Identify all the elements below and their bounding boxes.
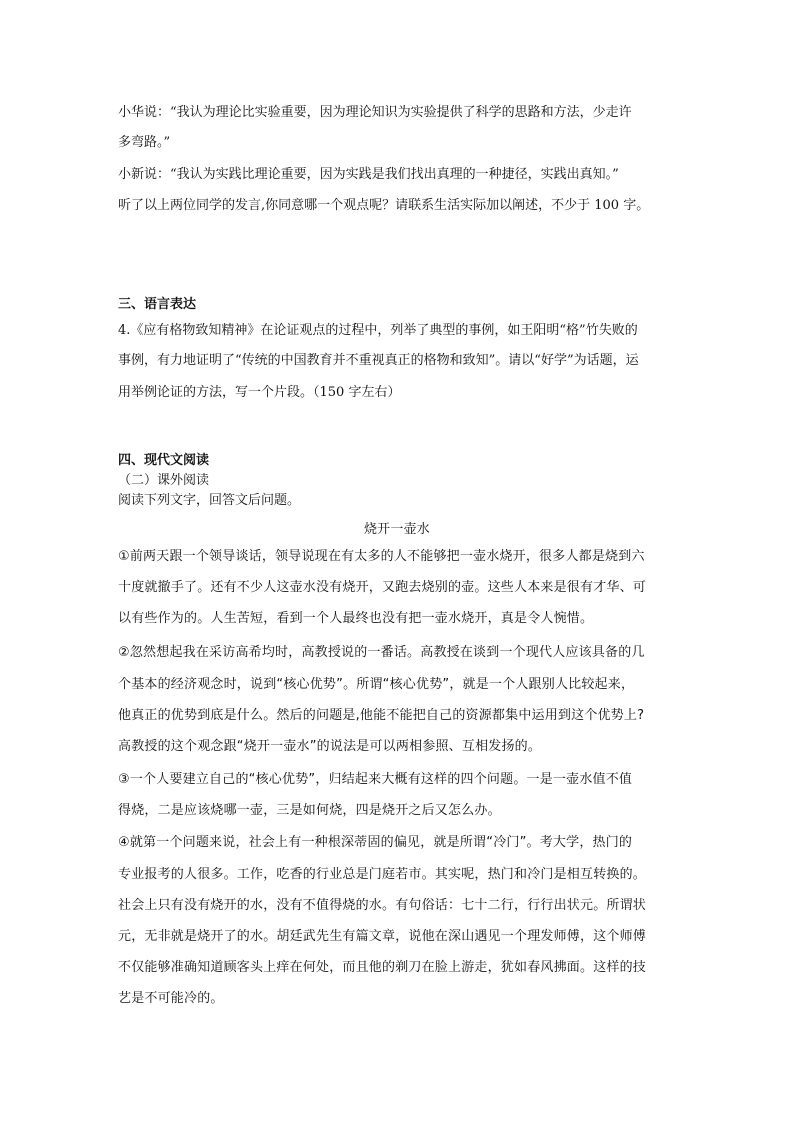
article-line: ④就第一个问题来说，社会上有一种根深蒂固的偏见，就是所谓“冷门”。考大学，热门的 bbox=[118, 835, 633, 850]
article-line: 高教授的这个观念跟“烧开一壶水”的说法是可以两相参照、互相发扬的。 bbox=[118, 739, 542, 754]
article-line: 不仅能够准确知道顾客头上痒在何处，而且他的剃刀在脸上游走，犹如春风拂面。这样的技 bbox=[118, 960, 647, 975]
article-line: ②忽然想起我在采访高希均时，高教授说的一番话。高教授在谈到一个现代人应该具备的几 bbox=[118, 645, 645, 660]
subheading: （二）课外阅读 bbox=[118, 473, 210, 488]
article-line: 艺是不可能冷的。 bbox=[118, 991, 224, 1006]
text-line: 小华说：“我认为理论比实验重要，因为理论知识为实验提供了科学的思路和方法，少走许 bbox=[118, 105, 632, 120]
text-line: 4.《应有格物致知精神》在论证观点的过程中，列举了典型的事例，如王阳明“格”竹失败的 bbox=[118, 323, 638, 338]
article-line: 十度就撤手了。还有不少人这壶水没有烧开，又跑去烧别的壶。这些人本来是很有才华、可 bbox=[118, 580, 647, 595]
article-line: 个基本的经济观念时，说到“核心优势”。所谓“核心优势”，就是一个人跟别人比较起来， bbox=[118, 677, 635, 692]
section-heading: 四、现代文阅读 bbox=[118, 453, 210, 468]
text-line: 用举例论证的方法，写一个片段。（150 字左右） bbox=[118, 385, 401, 400]
article-line: ①前两天跟一个领导谈话，领导说现在有太多的人不能够把一壶水烧开，很多人都是烧到六 bbox=[118, 549, 645, 564]
article-title: 烧开一壶水 bbox=[363, 522, 430, 537]
article-line: 以有些作为的。人生苦短，看到一个人最终也没有把一壶水烧开，真是令人惋惜。 bbox=[118, 611, 594, 626]
article-line: 社会上只有没有烧开的水，没有不值得烧的水。有句俗话：七十二行，行行出状元。所谓状 bbox=[118, 898, 647, 913]
section-heading: 三、语言表达 bbox=[118, 297, 197, 312]
text-line: 事例，有力地证明了“传统的中国教育并不重视真正的格物和致知”。请以“好学”为话题，运 bbox=[118, 353, 639, 368]
text-line: 听了以上两位同学的发言,你同意哪一个观点呢？请联系生活实际加以阐述，不少于 100 字。 bbox=[118, 198, 650, 213]
article-line: ③一个人要建立自己的“核心优势”，归结起来大概有这样的四个问题。一是一壶水值不值 bbox=[118, 772, 633, 787]
article-line: 元，无非就是烧开了的水。胡廷武先生有篇文章，说他在深山遇见一个理发师傅，这个师傅 bbox=[118, 929, 647, 944]
text-line: 小新说：“我认为实践比理论重要，因为实践是我们找出真理的一种捷径，实践出真知。” bbox=[118, 167, 619, 182]
text-line: 多弯路。” bbox=[118, 135, 171, 150]
instruction: 阅读下列文字，回答文后问题。 bbox=[118, 493, 301, 508]
article-line: 得烧，二是应该烧哪一壶，三是如何烧，四是烧开之后又怎么办。 bbox=[118, 803, 501, 818]
article-line: 专业报考的人很多。工作，吃香的行业总是门庭若市。其实呢，热门和冷门是相互转换的。 bbox=[118, 867, 647, 882]
article-line: 他真正的优势到底是什么。然后的问题是,他能不能把自己的资源都集中运用到这个优势上? bbox=[118, 708, 645, 723]
